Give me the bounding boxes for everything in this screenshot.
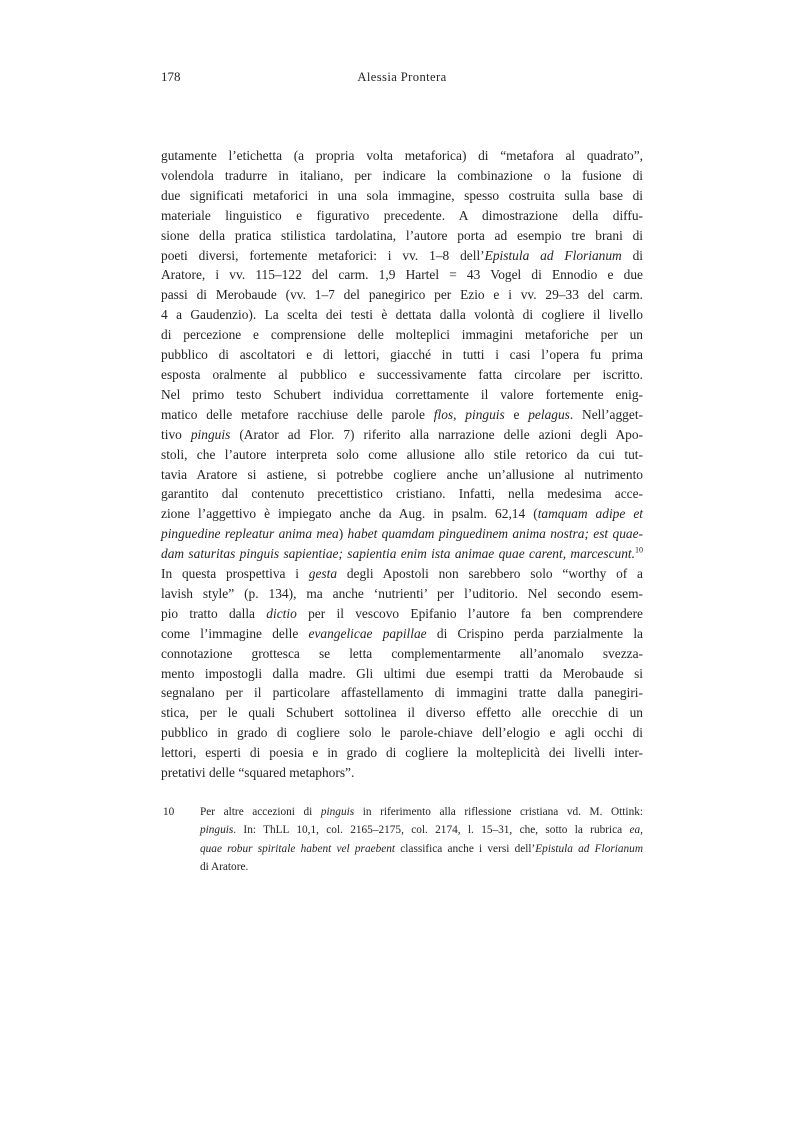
text-segment: mento impostogli dalla madre. Gli ultimi due esempi tratti da Merobaude si: [161, 665, 643, 681]
text-segment: classifica anche i versi dell’: [395, 842, 536, 855]
italic-text-segment: pinguedine repleatur anima mea: [161, 526, 339, 542]
text-line: [161, 524, 643, 544]
text-line: [161, 564, 643, 584]
text-line: [200, 821, 643, 839]
text-line: [161, 445, 643, 465]
footnote-number: 10: [163, 806, 175, 818]
text-line: [161, 584, 643, 604]
page-number: 178: [161, 69, 181, 84]
text-segment: di Aratore.: [200, 860, 249, 873]
italic-text-segment: pinguis: [190, 426, 231, 442]
text-segment: . In: ThLL 10,1, col. 2165–2175, col. 2174, l. 15–31, che, sotto la rubrica: [233, 824, 630, 837]
text-segment: lavish style” (p. 134), ma anche ‘nutrienti’ per l’uditorio. Nel secondo esem-: [161, 585, 643, 601]
text-segment: stica, per le quali Schubert sottolinea il diverso effetto alle orecchie di un: [161, 705, 643, 721]
text-segment: In questa prospettiva i: [161, 566, 309, 582]
running-head-author: Alessia Prontera: [357, 70, 447, 84]
text-line: [161, 425, 643, 445]
text-line: [161, 763, 643, 783]
text-segment: di percezione e comprensione delle molteplici immagini metaforiche per un: [161, 327, 643, 343]
text-line: [200, 803, 643, 821]
text-segment: ,: [453, 406, 466, 422]
text-line: [161, 325, 643, 345]
text-segment: pubblico di ascoltatori e di lettori, giacché in tutti i casi l’opera fu prima: [161, 347, 643, 363]
text-line: [161, 405, 643, 425]
text-line: [161, 146, 643, 166]
text-segment: 4 a Gaudenzio). La scelta dei testi è dettata dalla volontà di cogliere il livello: [161, 307, 643, 323]
italic-text-segment: pinguis: [465, 406, 505, 422]
text-segment: stoli, che l’autore interpreta solo come allusione allo stile retorico da cui tut-: [161, 446, 643, 462]
text-segment: Nel primo testo Schubert individua correttamente il valore fortemente enig-: [161, 386, 643, 402]
text-segment: tavia Aratore si astiene, si potrebbe cogliere anche un’allusione al nutrimento: [161, 466, 643, 482]
body-text: [161, 146, 643, 783]
italic-text-segment: pinguis: [200, 824, 234, 837]
text-line: [161, 206, 643, 226]
italic-text-segment: pelagus: [528, 406, 570, 422]
text-segment: tivo: [161, 426, 191, 442]
italic-text-segment: gesta: [308, 566, 338, 582]
text-line: [161, 644, 643, 664]
text-segment: di Crispino perda parzialmente la: [426, 625, 643, 641]
text-segment: . Nell’agget-: [569, 406, 643, 422]
text-segment: segnalano per il particolare affastellamento di immagini tratte dalla panegiri-: [161, 685, 643, 701]
text-segment: gutamente l’etichetta (a propria volta metaforica) di “metafora al quadrato”,: [161, 148, 643, 163]
text-line: [161, 265, 643, 285]
text-segment: garantito dal contenuto precettistico cristiano. Infatti, nella medesima acce-: [161, 486, 643, 502]
italic-text-segment: dam saturitas pinguis sapientiae; sapientia enim ista animae quae carent, marcescunt.: [161, 546, 635, 562]
text-line: [161, 246, 643, 266]
text-segment: come l’immagine delle: [161, 625, 309, 641]
text-line: [161, 604, 643, 624]
text-line: [161, 683, 643, 703]
text-segment: Aratore, i vv. 115–122 del carm. 1,9 Hartel = 43 Vogel di Ennodio e due: [161, 267, 643, 283]
text-segment: esposta oralmente al pubblico e successivamente fatta circolare per iscritto.: [161, 366, 643, 382]
text-line: [161, 345, 643, 365]
text-segment: due significati metaforici in una sola immagine, spesso costruita sulla base di: [161, 187, 643, 203]
text-line: [200, 840, 643, 858]
text-line: [161, 743, 643, 763]
text-line: [200, 858, 643, 876]
text-line: [161, 484, 643, 504]
text-segment: di: [621, 247, 643, 263]
text-segment: pretativi delle “squared metaphors”.: [161, 765, 355, 781]
text-line: [161, 226, 643, 246]
text-line: [161, 166, 643, 186]
text-segment: in riferimento alla riflessione cristiana vd. M. Ottink:: [354, 806, 643, 818]
italic-text-segment: flos: [433, 406, 454, 422]
italic-text-segment: Epistula ad Florianum: [535, 842, 643, 855]
italic-text-segment: quae robur spiritale habent vel praebent: [200, 842, 396, 855]
text-line: [161, 385, 643, 405]
text-line: [161, 365, 643, 385]
italic-text-segment: pinguis: [320, 806, 355, 818]
text-line: [161, 703, 643, 723]
text-line: [161, 723, 643, 743]
text-segment: Per altre accezioni di: [200, 806, 321, 818]
italic-text-segment: ea,: [629, 824, 643, 837]
text-line: [161, 285, 643, 305]
text-line: [161, 465, 643, 485]
text-segment: lettori, esperti di poesia e in grado di cogliere la molteplicità dei livelli inter-: [161, 745, 643, 761]
footnote-text: [200, 803, 643, 876]
text-segment: materiale linguistico e figurativo precedente. A dimostrazione della diffu-: [161, 207, 643, 223]
text-segment: per il vescovo Epifanio l’autore fa ben comprendere: [296, 605, 643, 621]
text-segment: poeti diversi, fortemente metaforici: i vv. 1–8 dell’: [161, 247, 485, 263]
text-segment: ): [338, 526, 348, 542]
text-line: [161, 504, 643, 524]
text-line: [161, 624, 643, 644]
text-segment: connotazione grottesca se letta complementarmente all’anomalo svezza-: [161, 645, 643, 661]
text-segment: pubblico in grado di cogliere solo le parole-chiave dell’elogio e agli occhi di: [161, 725, 643, 741]
text-segment: matico delle metafore racchiuse delle parole: [161, 406, 434, 422]
text-segment: volendola tradurre in italiano, per indicare la combinazione o la fusione di: [161, 167, 643, 183]
text-line: [161, 186, 643, 206]
text-segment: e: [504, 406, 529, 422]
page-header: [161, 69, 643, 89]
text-segment: passi di Merobaude (vv. 1–7 del panegirico per Ezio e i vv. 29–33 del carm.: [161, 287, 643, 303]
text-segment: pio tratto dalla: [161, 605, 267, 621]
footnote-reference-marker: 10: [635, 545, 643, 555]
text-segment: degli Apostoli non sarebbero solo “worthy of a: [337, 566, 643, 582]
italic-text-segment: Epistula ad Florianum: [484, 247, 622, 263]
text-segment: zione l’aggettivo è impiegato anche da Aug. in psalm. 62,14 (: [161, 506, 538, 522]
footnote: [161, 803, 643, 876]
text-line: [161, 664, 643, 684]
italic-text-segment: habet quamdam pinguedinem anima nostra; est quae-: [347, 526, 643, 542]
text-line: [161, 544, 643, 564]
italic-text-segment: dictio: [266, 605, 297, 621]
text-segment: (Arator ad Flor. 7) riferito alla narrazione delle azioni degli Apo-: [230, 426, 643, 442]
text-line: [161, 305, 643, 325]
italic-text-segment: tamquam adipe et: [537, 506, 644, 522]
text-segment: sione della pratica stilistica tardolatina, l’autore porta ad esempio tre brani di: [161, 227, 643, 243]
italic-text-segment: evangelicae papillae: [308, 625, 427, 641]
